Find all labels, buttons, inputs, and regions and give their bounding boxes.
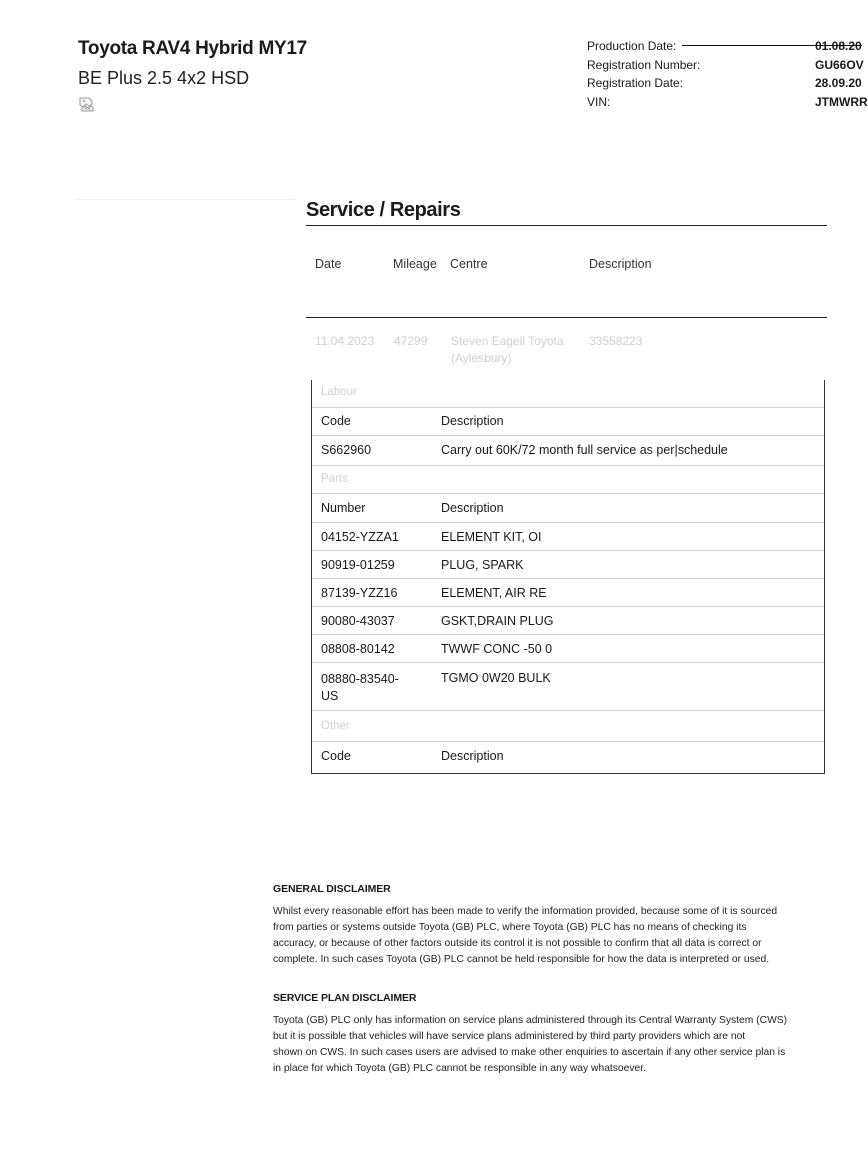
table-row [312,523,824,551]
general-disclaimer-line: Whilst every reasonable effort has been made to verify the information provided, because some of it is sourced [273,906,778,917]
part-description: ELEMENT KIT, OI [441,530,542,544]
broken-image-icon [79,97,95,112]
part-number: 04152-YZZA1 [321,530,399,544]
production-date-label: Production Date: [587,39,677,53]
service-detail-box [311,380,825,774]
entry-mileage: 47299 [394,334,428,348]
service-plan-disclaimer-text [273,1013,863,1077]
other-desc-header: Description [441,749,504,763]
general-disclaimer-line: complete. In such cases Toyota (GB) PLC cannot be held responsible for how the data is interpreted or used. [273,954,770,965]
section-title: Service / Repairs [306,199,461,221]
general-disclaimer-line: accuracy, or because of other factors outside its control it is not possible to confirm that all data is correct or [273,938,762,949]
divider [75,199,295,200]
vin-label: VIN: [587,94,611,109]
table-row [312,607,824,635]
part-number [321,671,399,705]
table-row [312,436,824,466]
labour-code-header: Code [321,414,351,428]
header-rule [306,317,827,318]
vin-value: JTMWRR [815,94,868,109]
labour-desc-header: Description [441,414,504,428]
part-number: 90080-43037 [321,614,395,628]
table-row [312,635,824,663]
part-number-line2: US [321,689,339,703]
col-header-centre: Centre [450,257,488,271]
other-label: Other [321,720,350,732]
part-description: TGMO 0W20 BULK [441,671,551,685]
service-plan-disclaimer-line: Toyota (GB) PLC only has information on service plans administered through its Central Warranty System (CWS) [273,1015,788,1026]
parts-label: Parts [321,473,348,485]
parts-header-row [312,494,824,523]
table-row [312,663,824,711]
col-header-mileage: Mileage [393,257,437,271]
part-number: 87139-YZZ16 [321,586,398,600]
vehicle-subtitle: BE Plus 2.5 4x2 HSD [78,68,250,88]
col-header-date: Date [315,257,342,271]
labour-label-row [312,380,824,408]
part-number: 90919-01259 [321,558,395,572]
labour-code: S662960 [321,443,372,457]
service-plan-disclaimer-line: shown on CWS. In such cases users are advised to make other enquiries to ascertain if any other service plan is [273,1047,786,1058]
production-date-value: 01.08.20 [815,39,862,53]
part-number-line1: 08880-83540- [321,672,399,686]
table-row [312,579,824,607]
title-rule [306,225,827,226]
table-row [312,551,824,579]
labour-description: Carry out 60K/72 month full service as per|schedule [441,443,728,457]
parts-label-row [312,466,824,494]
part-description: GSKT,DRAIN PLUG [441,614,554,628]
entry-date: 11.04.2023 [315,334,375,348]
other-code-header: Code [321,749,351,763]
service-plan-disclaimer-line: but it is possible that vehicles will have service plans administered by third party providers which are not [273,1031,746,1042]
general-disclaimer-title: GENERAL DISCLAIMER [273,883,391,895]
service-plan-disclaimer-title: SERVICE PLAN DISCLAIMER [273,992,417,1004]
service-plan-disclaimer-line: in place for which Toyota (GB) PLC cannot be responsible in any way whatsoever. [273,1063,646,1074]
col-header-description: Description [589,257,652,271]
vehicle-title: Toyota RAV4 Hybrid MY17 [78,38,307,59]
general-disclaimer-text [273,904,863,968]
part-description: PLUG, SPARK [441,558,524,572]
registration-number-label: Registration Number: [587,57,701,72]
registration-date-value: 28.09.20 [815,76,862,90]
entry-description: 33558223 [589,334,643,348]
entry-centre-line1: Steven Eagell Toyota [451,334,564,348]
labour-label: Labour [321,386,357,398]
registration-number-value: GU66OV [815,57,864,72]
labour-header-row [312,408,824,436]
other-header-row [312,742,824,772]
part-description: TWWF CONC -50 0 [441,642,553,656]
part-number: 08808-80142 [321,642,395,656]
general-disclaimer-line: from parties or systems outside Toyota (GB) PLC, where Toyota (GB) PLC has no means of checking its [273,922,747,933]
other-label-row [312,711,824,742]
part-description: ELEMENT, AIR RE [441,586,547,600]
parts-desc-header: Description [441,501,504,515]
registration-date-label: Registration Date: [587,76,684,90]
strike-line [682,45,862,46]
parts-number-header: Number [321,501,366,515]
entry-centre [451,333,564,367]
entry-centre-line2: (Aylesbury) [451,351,512,365]
